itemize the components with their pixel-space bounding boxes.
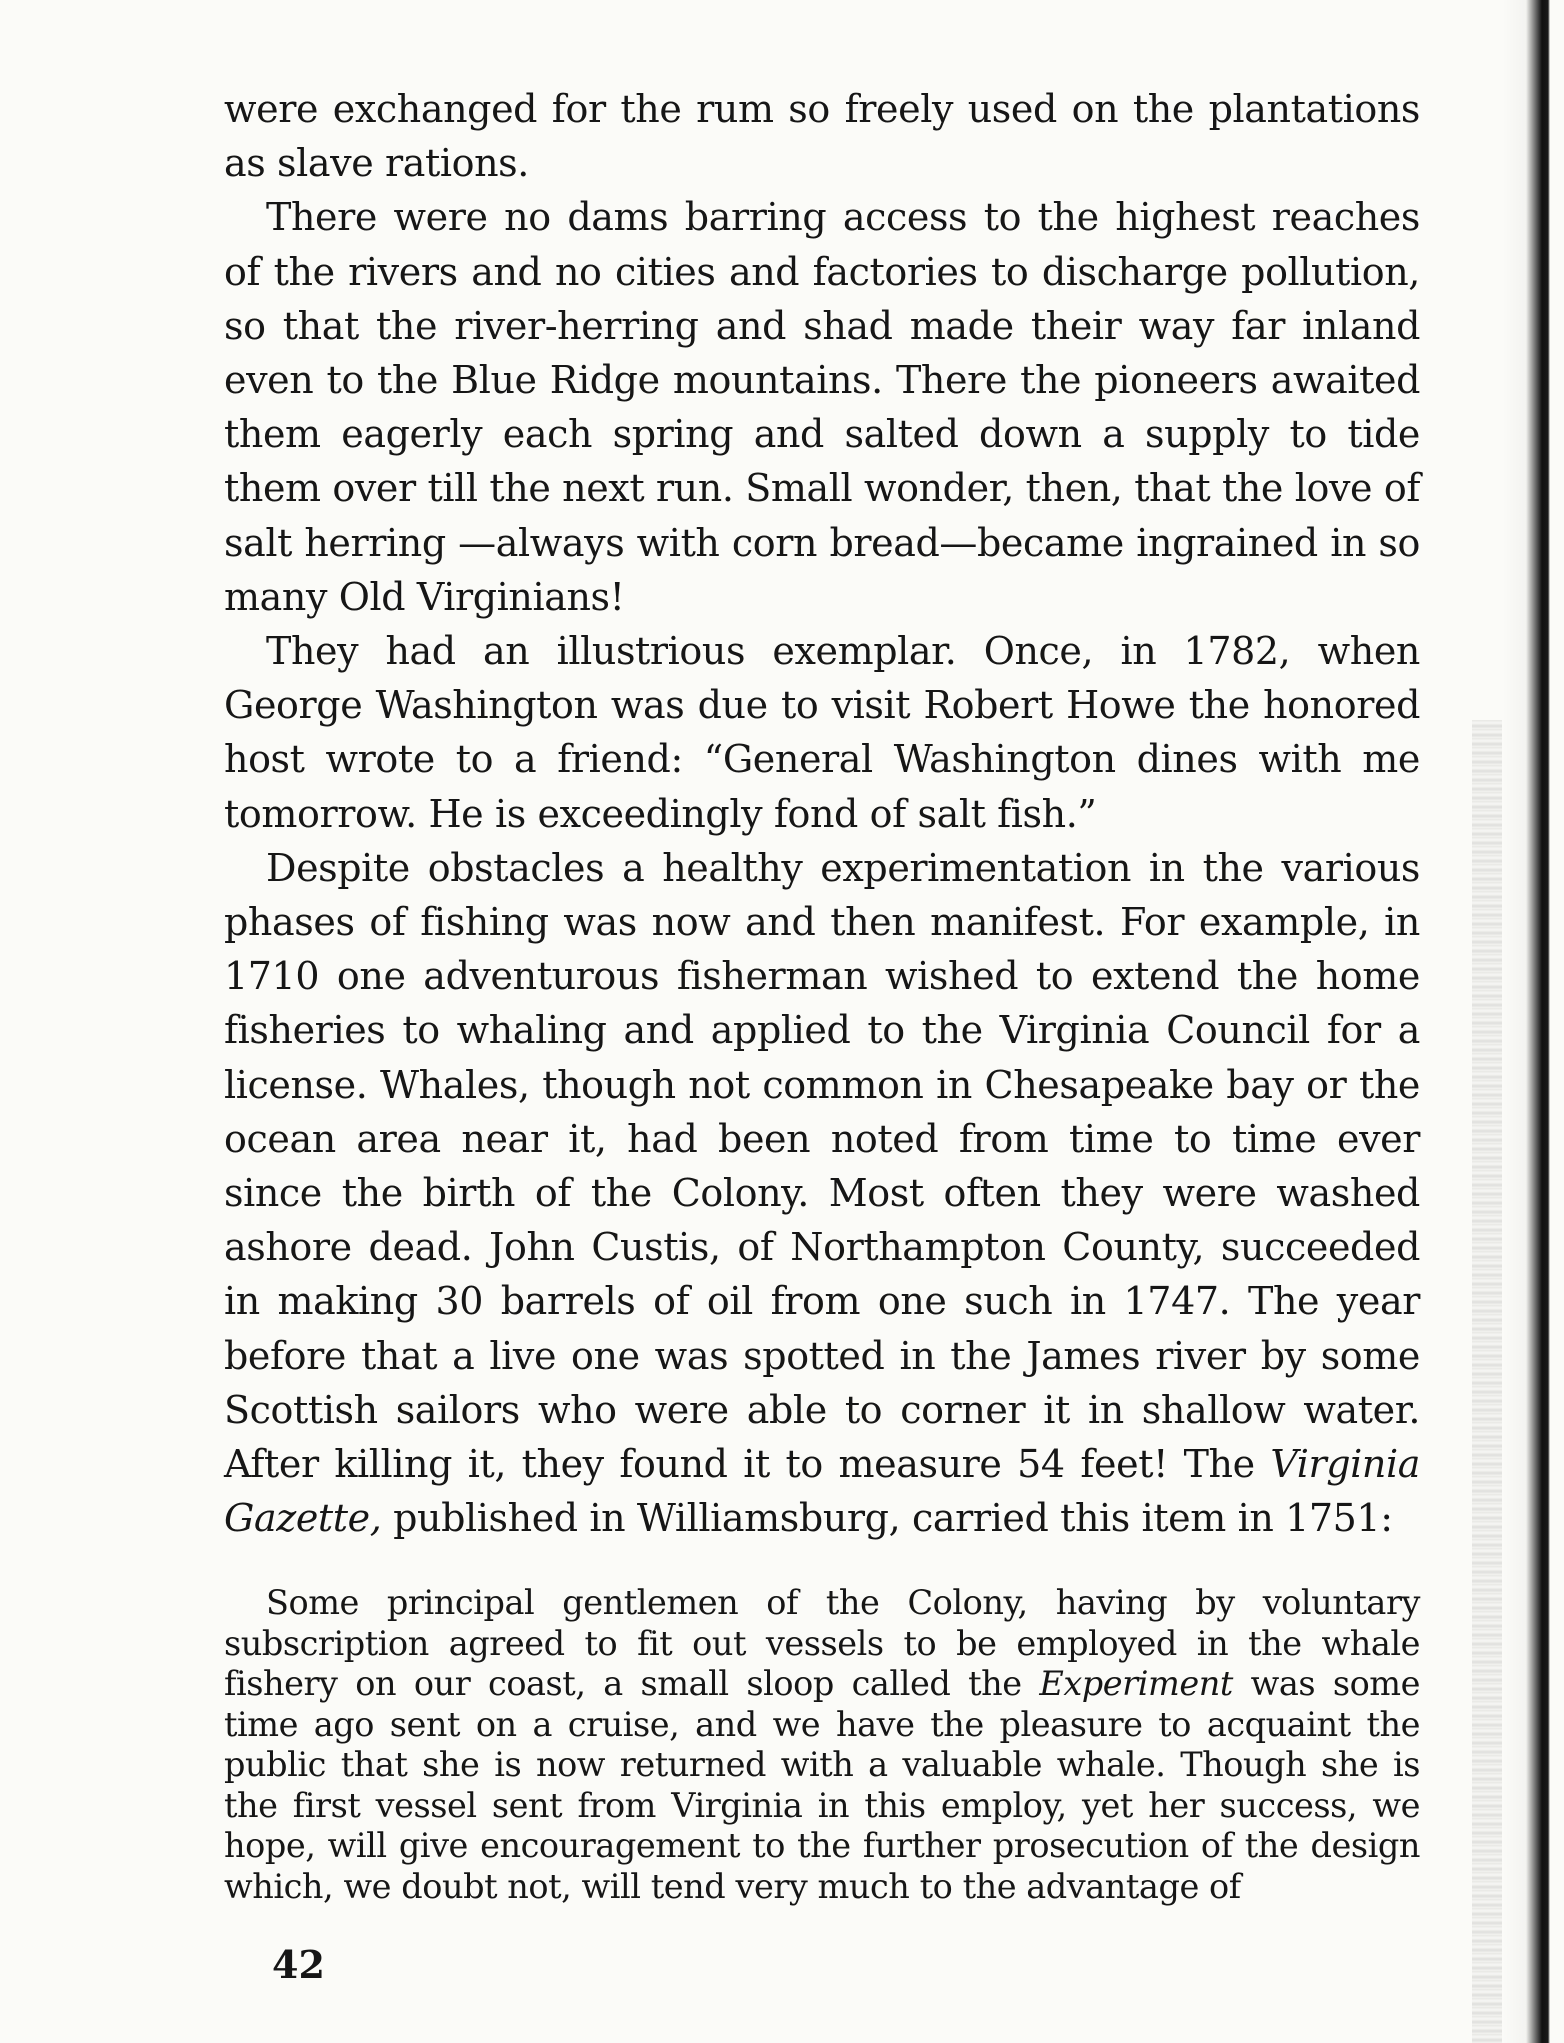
ship-name: Experiment <box>1039 1664 1233 1704</box>
main-text-block <box>224 82 1420 1907</box>
newspaper-title: Virginia Gazette, <box>224 1442 1420 1541</box>
paragraph-4 <box>224 841 1420 1546</box>
paragraph-3: They had an illustrious exemplar. Once, in 1782, when George Washington was due to visit Robert Howe the honored host wrote to a friend: “General Washington dines with me tomorrow. He is exceedingly fond of salt fish.” <box>224 629 1420 836</box>
paragraph-4-text: Despite obstacles a healthy experimentation in the various phases of fishing was now and then manifest. For example, in 1710 one adventurous fisherman wished to extend the home fisheries to whaling and applied to the Virginia Council for a license. Whales, though not common in Chesapeake bay or the ocean area near it, had been noted from time to time ever since the birth of the Colony. Most often they were washed ashore dead. John Custis, of Northampton County, succeeded in making 30 barrels of oil from one such in 1747. The year before that a live one was spotted in the James river by some Scottish sailors who were able to corner it in shallow water. After killing it, they found it to measure 54 feet! The <box>224 845 1420 1487</box>
binding-edge <box>1502 0 1564 2043</box>
paragraph-2: There were no dams barring access to the highest reaches of the rivers and no cities and factories to discharge pollution, so that the river-herring and shad made their way far inland even to the Blue Ridge mountains. There the pioneers awaited them eagerly each spring and salted down a supply to tide them over till the next run. Small wonder, then, that the love of salt herring —always with corn bread—became ingrained in so many Old Virginians! <box>224 195 1420 619</box>
quote-head: Some principal gentlemen of the Colony, having by voluntary subscription agreed to fit out vessels to be employed in the whale fishery on our coast, a small sloop called the <box>224 1583 1420 1704</box>
paragraph-4-tail: published in Williamsburg, carried this item in 1751: <box>381 1496 1393 1541</box>
quote-tail: was some time ago sent on a cruise, and we have the pleasure to acquaint the public that she is now returned with a valuable whale. Though she is the first vessel sent from Virginia in this employ, yet her success, we hope, will give encouragement to the further prosecution of the design which, we doubt not, will tend very much to the advantage of <box>224 1664 1420 1906</box>
block-quote <box>224 1583 1420 1907</box>
paragraph-1: were exchanged for the rum so freely used on the plantations as slave rations. <box>224 87 1420 186</box>
binding-shadow <box>1472 720 1502 2043</box>
page-number: 42 <box>272 1942 325 1987</box>
